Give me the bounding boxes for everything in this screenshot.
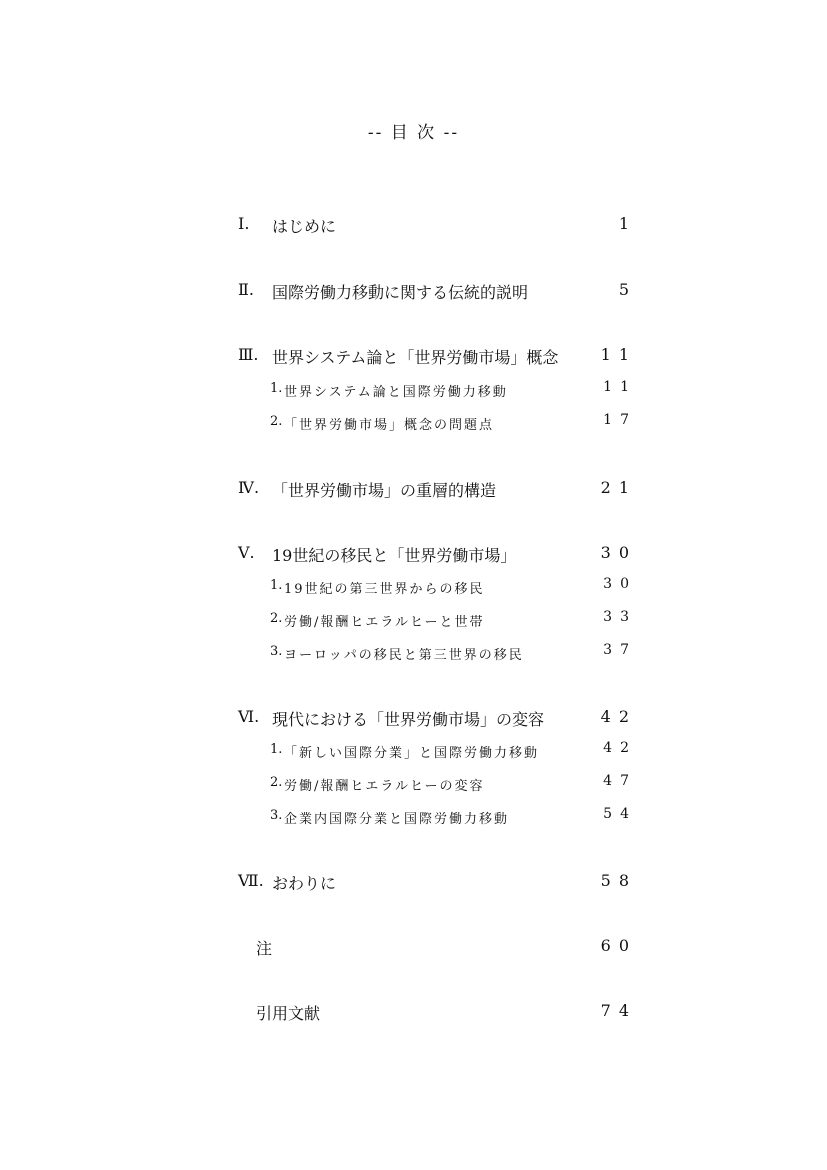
section-title: 19世紀の第三世界からの移民 <box>284 582 485 597</box>
page-number: 30 <box>603 576 637 592</box>
chapter-number: Ⅵ. <box>238 707 260 726</box>
section-title: ヨーロッパの移民と第三世界の移民 <box>284 648 524 663</box>
toc-entry-section-5-1 <box>0 576 827 600</box>
toc-entry-section-5-3 <box>0 642 827 666</box>
toc-entry-chapter-1 <box>0 214 827 238</box>
chapter-title: 「世界労働市場」の重層的構造 <box>272 481 497 500</box>
chapter-title: 19世紀の移民と「世界労働市場」 <box>272 546 517 565</box>
page-number: 74 <box>600 1001 637 1020</box>
section-number: 2. <box>270 611 283 626</box>
section-number: 3. <box>270 808 283 823</box>
page-number: 37 <box>603 642 637 658</box>
chapter-number: Ⅲ. <box>238 345 259 364</box>
page-number: 21 <box>600 478 637 497</box>
toc-entry-section-3-2 <box>0 412 827 436</box>
toc-entry-chapter-4 <box>0 478 827 502</box>
toc-entry-section-3-1 <box>0 379 827 403</box>
toc-entry-section-6-1 <box>0 740 827 764</box>
section-title: 「世界労働市場」概念の問題点 <box>284 418 495 433</box>
section-number: 1. <box>270 742 283 757</box>
section-number: 3. <box>270 644 283 659</box>
section-title: 労働/報酬ヒエラルヒーと世帯 <box>284 615 485 630</box>
section-number: 2. <box>270 414 283 429</box>
section-number: 1. <box>270 381 283 396</box>
toc-entry-chapter-3 <box>0 345 827 369</box>
page-number: 17 <box>603 412 637 428</box>
toc-entry-chapter-6 <box>0 707 827 731</box>
page-number: 60 <box>600 936 637 955</box>
section-title: 「新しい国際分業」と国際労働力移動 <box>284 746 540 761</box>
page-number: 47 <box>603 773 637 789</box>
chapter-title: 現代における「世界労働市場」の変容 <box>272 710 545 729</box>
chapter-number: Ⅳ. <box>238 478 260 497</box>
chapter-title: おわりに <box>272 874 337 893</box>
chapter-number: Ⅶ. <box>238 871 264 890</box>
references-title: 引用文献 <box>256 1004 321 1023</box>
toc-entry-chapter-5 <box>0 543 827 567</box>
page-number: 42 <box>600 707 637 726</box>
page-number: 11 <box>603 379 637 395</box>
toc-entry-section-5-2 <box>0 609 827 633</box>
toc-entry-references <box>0 1001 827 1025</box>
toc-entry-section-6-3 <box>0 806 827 830</box>
section-title: 労働/報酬ヒエラルヒーの変容 <box>284 779 485 794</box>
page-number: 5 <box>618 280 637 299</box>
page-number: 58 <box>600 871 637 890</box>
chapter-title: 国際労働力移動に関する伝統的説明 <box>272 283 529 302</box>
page-number: 54 <box>603 806 637 822</box>
section-title: 企業内国際分業と国際労働力移動 <box>284 812 510 827</box>
section-number: 1. <box>270 578 283 593</box>
page-number: 33 <box>603 609 637 625</box>
page-number: 11 <box>600 345 637 364</box>
chapter-title: はじめに <box>272 217 337 236</box>
toc-entry-chapter-2 <box>0 280 827 304</box>
page-number: 30 <box>600 543 637 562</box>
page-number: 42 <box>603 740 637 756</box>
chapter-number: Ⅴ. <box>238 543 255 562</box>
notes-title: 注 <box>256 939 273 958</box>
section-number: 2. <box>270 775 283 790</box>
toc-entry-chapter-7 <box>0 871 827 895</box>
page-number: 1 <box>618 214 637 233</box>
toc-entry-notes <box>0 936 827 960</box>
page-title: -- 目 次 -- <box>367 123 460 143</box>
chapter-title: 世界システム論と「世界労働市場」概念 <box>272 348 559 367</box>
toc-entry-section-6-2 <box>0 773 827 797</box>
section-title: 世界システム論と国際労働力移動 <box>284 385 508 400</box>
chapter-number: Ⅰ. <box>238 214 250 233</box>
chapter-number: Ⅱ. <box>238 280 254 299</box>
